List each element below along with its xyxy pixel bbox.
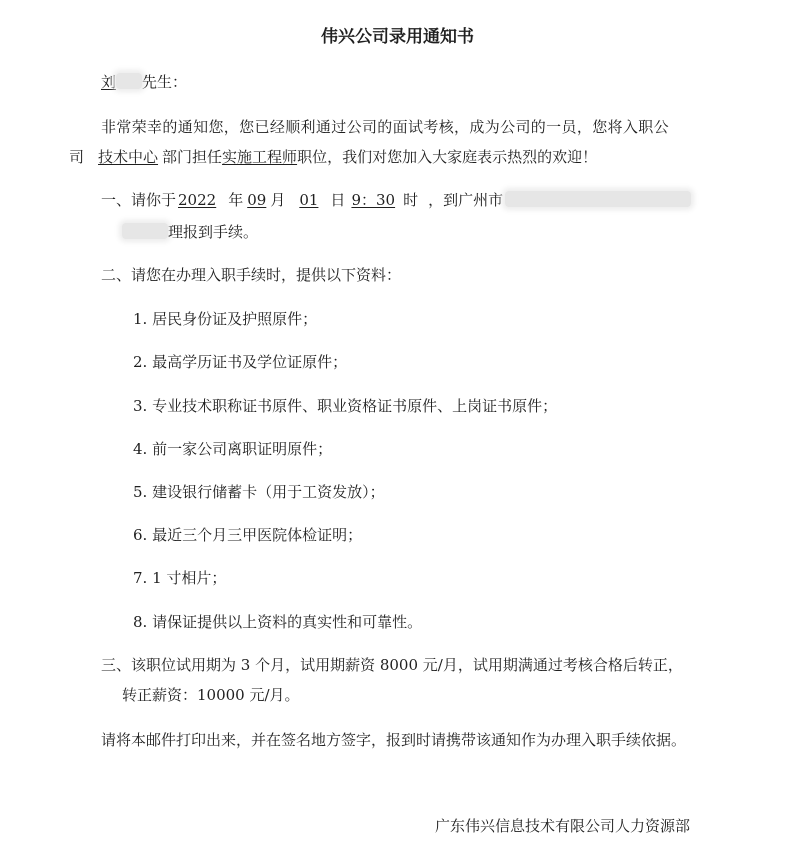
- item1-year-unit: 年: [228, 191, 244, 209]
- item3-line-1: 三、该职位试用期为 3 个月，试用期薪资 8000 元/月，试用期满通过考核合格后转正，: [101, 656, 683, 674]
- signature: 广东伟兴信息技术有限公司人力资源部: [435, 817, 691, 835]
- list-item: 2. 最高学历证书及学位证原件；: [133, 353, 348, 371]
- salutation: [101, 72, 187, 92]
- salutation-suffix: 先生：: [142, 73, 188, 91]
- list-item: 4. 前一家公司离职证明原件；: [133, 440, 333, 458]
- department-value: 技术中心: [98, 148, 159, 166]
- intro-rest: 职位，我们对您加入大家庭表示热烈的欢迎！: [297, 148, 598, 166]
- item1-month-unit: 月: [270, 191, 286, 209]
- intro-line-2: [69, 147, 597, 167]
- item1-year: 2022: [178, 191, 217, 209]
- item1-place-prefix: ，到广州: [428, 191, 489, 209]
- list-item: 5. 建设银行储蓄卡（用于工资发放）；: [133, 483, 385, 501]
- document-title: 伟兴公司录用通知书: [321, 27, 474, 47]
- intro-line-1: 非常荣幸的通知您，您已经顺利通过公司的面试考核，成为公司的一员，您将入职公: [101, 118, 669, 136]
- item1-line-2: [122, 222, 258, 242]
- position-value: 实施工程师: [222, 148, 298, 166]
- item1-time-unit: 时: [403, 191, 419, 209]
- list-item: 7. 1 寸相片；: [133, 569, 227, 587]
- item1-prefix: 一、请你于: [101, 191, 177, 209]
- item3-line-2: 转正薪资：10000 元/月。: [122, 686, 300, 704]
- item1-line-1: [101, 190, 691, 210]
- list-item: 1. 居民身份证及护照原件；: [133, 310, 318, 328]
- item1-partial: 市: [488, 191, 504, 209]
- list-item: 8. 请保证提供以上资料的真实性和可靠性。: [133, 613, 423, 631]
- item1-day: 01: [299, 191, 319, 209]
- item1-month: 09: [247, 191, 267, 209]
- closing-note: 请将本邮件打印出来，并在签名地方签字，报到时请携带该通知作为办理入职手续依据。: [101, 731, 687, 749]
- item1-day-unit: 日: [330, 191, 346, 209]
- redacted-address: [505, 191, 691, 207]
- redacted-address-cont: [122, 223, 168, 239]
- item1-line2-text: 理报到手续。: [168, 223, 259, 241]
- redacted-name: [116, 73, 142, 89]
- item2-heading: 二、请您在办理入职手续时，提供以下资料：: [101, 266, 402, 284]
- intro-company-tail: 司: [69, 148, 85, 166]
- list-item: 6. 最近三个月三甲医院体检证明；: [133, 526, 363, 544]
- department-suffix: 部门担任: [162, 148, 223, 166]
- item1-time: 9：30: [351, 191, 396, 209]
- list-item: 3. 专业技术职称证书原件、职业资格证书原件、上岗证书原件；: [133, 397, 558, 415]
- salutation-surname: 刘: [101, 73, 117, 91]
